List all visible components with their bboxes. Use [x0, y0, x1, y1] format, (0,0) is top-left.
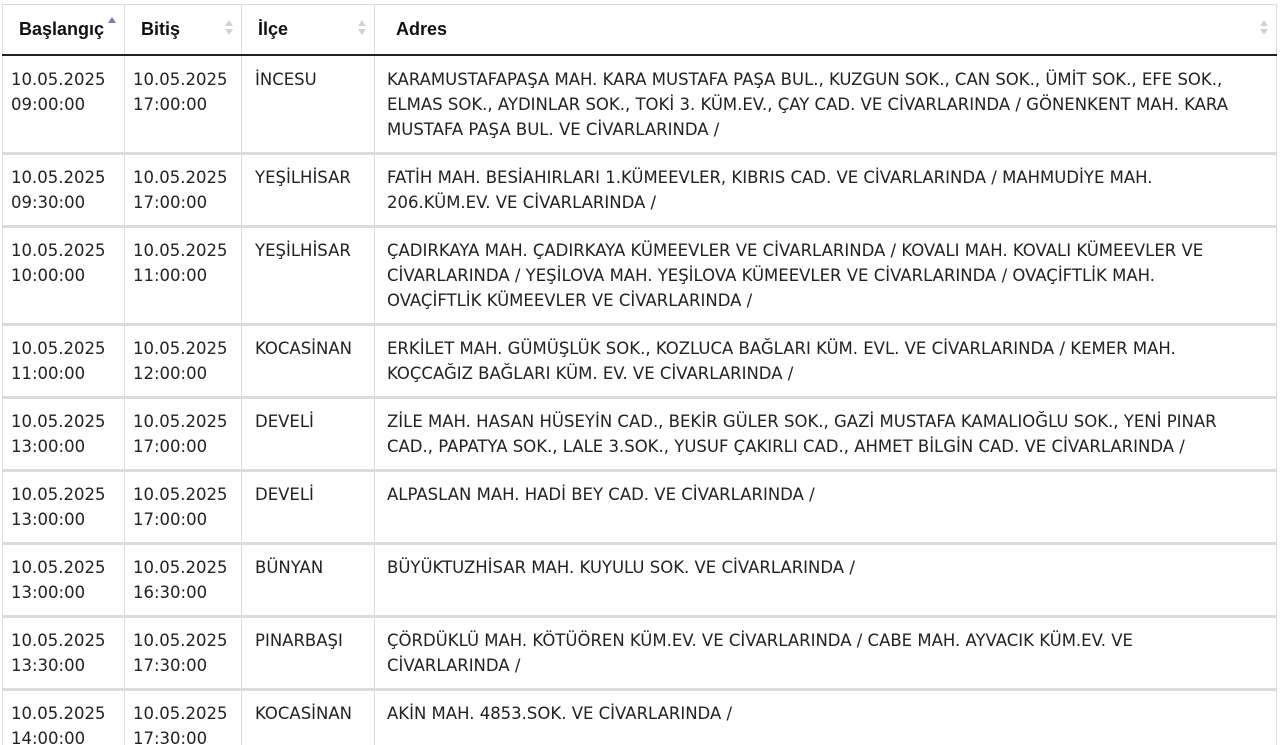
address-cell: KARAMUSTAFAPAŞA MAH. KARA MUSTAFA PAŞA BUL., KUZGUN SOK., CAN SOK., ÜMİT SOK., EFE SOK., ELMAS SOK., AYDINLAR SOK., TOKİ 3. KÜM.EV., ÇAY CAD. VE CİVARLARINDA / GÖNENKENT MAH. KARA MUSTAFA PAŞA BUL. VE CİVARLARINDA /: [375, 55, 1277, 154]
end-time: 17:00:00: [133, 95, 208, 114]
start-time: 13:00:00: [11, 583, 86, 602]
column-header-label: Adres: [396, 19, 448, 39]
end-date: 10.05.2025: [133, 339, 228, 358]
end-date: 10.05.2025: [133, 412, 228, 431]
address-cell: ALPASLAN MAH. HADİ BEY CAD. VE CİVARLARINDA /: [375, 471, 1277, 544]
end-date: 10.05.2025: [133, 485, 228, 504]
start-time: 09:00:00: [11, 95, 86, 114]
start-cell: [3, 690, 125, 745]
table-row: [3, 55, 1277, 154]
end-date: 10.05.2025: [133, 241, 228, 260]
header-row: [3, 5, 1277, 56]
district-cell: BÜNYAN: [242, 544, 375, 617]
start-date: 10.05.2025: [11, 412, 106, 431]
district-cell: DEVELİ: [242, 471, 375, 544]
start-cell: [3, 154, 125, 227]
start-date: 10.05.2025: [11, 241, 106, 260]
start-time: 14:00:00: [11, 729, 86, 745]
district-cell: İNCESU: [242, 55, 375, 154]
column-header-district[interactable]: [242, 5, 375, 56]
table-row: [3, 471, 1277, 544]
column-header-label: Bitiş: [141, 19, 181, 39]
end-cell: [125, 227, 242, 325]
end-time: 17:30:00: [133, 656, 208, 675]
start-cell: [3, 325, 125, 398]
column-header-label: Başlangıç: [19, 19, 105, 39]
table-row: [3, 325, 1277, 398]
power-outage-table: [2, 4, 1277, 745]
start-cell: [3, 544, 125, 617]
start-time: 10:00:00: [11, 266, 86, 285]
district-cell: KOCASİNAN: [242, 690, 375, 745]
start-cell: [3, 398, 125, 471]
end-time: 17:30:00: [133, 729, 208, 745]
end-cell: [125, 55, 242, 154]
address-cell: ERKİLET MAH. GÜMÜŞLÜK SOK., KOZLUCA BAĞLARI KÜM. EVL. VE CİVARLARINDA / KEMER MAH. KOÇCAĞIZ BAĞLARI KÜM. EV. VE CİVARLARINDA /: [375, 325, 1277, 398]
address-cell: ÇADIRKAYA MAH. ÇADIRKAYA KÜMEEVLER VE CİVARLARINDA / KOVALI MAH. KOVALI KÜMEEVLER VE CİVARLARINDA / YEŞİLOVA MAH. YEŞİLOVA KÜMEEVLER VE CİVARLARINDA / OVAÇİFTLİK MAH. OVAÇİFTLİK KÜMEEVLER VE CİVARLARINDA /: [375, 227, 1277, 325]
start-date: 10.05.2025: [11, 704, 106, 723]
end-cell: [125, 544, 242, 617]
end-time: 17:00:00: [133, 193, 208, 212]
sort-icon[interactable]: [357, 18, 367, 40]
table-row: [3, 690, 1277, 745]
start-date: 10.05.2025: [11, 558, 106, 577]
table-row: [3, 617, 1277, 690]
end-time: 12:00:00: [133, 364, 208, 383]
end-cell: [125, 617, 242, 690]
district-cell: KOCASİNAN: [242, 325, 375, 398]
end-date: 10.05.2025: [133, 168, 228, 187]
end-cell: [125, 690, 242, 745]
end-time: 17:00:00: [133, 437, 208, 456]
start-cell: [3, 227, 125, 325]
column-header-address[interactable]: [375, 5, 1277, 56]
table-row: [3, 154, 1277, 227]
district-cell: PINARBAŞI: [242, 617, 375, 690]
end-date: 10.05.2025: [133, 631, 228, 650]
start-date: 10.05.2025: [11, 485, 106, 504]
start-date: 10.05.2025: [11, 70, 106, 89]
address-cell: ÇÖRDÜKLÜ MAH. KÖTÜÖREN KÜM.EV. VE CİVARLARINDA / CABE MAH. AYVACIK KÜM.EV. VE CİVARLARINDA /: [375, 617, 1277, 690]
table-row: [3, 544, 1277, 617]
address-cell: AKİN MAH. 4853.SOK. VE CİVARLARINDA /: [375, 690, 1277, 745]
sort-icon[interactable]: [1259, 18, 1269, 40]
end-time: 17:00:00: [133, 510, 208, 529]
sort-icon[interactable]: [224, 18, 234, 40]
table-header: [3, 5, 1277, 56]
column-header-label: İlçe: [258, 19, 289, 39]
end-time: 16:30:00: [133, 583, 208, 602]
end-cell: [125, 154, 242, 227]
district-cell: YEŞİLHİSAR: [242, 227, 375, 325]
start-time: 13:30:00: [11, 656, 86, 675]
end-cell: [125, 471, 242, 544]
start-cell: [3, 55, 125, 154]
address-cell: FATİH MAH. BESİAHIRLARI 1.KÜMEEVLER, KIBRIS CAD. VE CİVARLARINDA / MAHMUDİYE MAH. 206.KÜM.EV. VE CİVARLARINDA /: [375, 154, 1277, 227]
start-date: 10.05.2025: [11, 168, 106, 187]
start-cell: [3, 617, 125, 690]
table-row: [3, 227, 1277, 325]
start-time: 09:30:00: [11, 193, 86, 212]
column-header-start[interactable]: [3, 5, 125, 56]
start-time: 13:00:00: [11, 437, 86, 456]
end-time: 11:00:00: [133, 266, 208, 285]
district-cell: YEŞİLHİSAR: [242, 154, 375, 227]
district-cell: DEVELİ: [242, 398, 375, 471]
end-date: 10.05.2025: [133, 70, 228, 89]
end-date: 10.05.2025: [133, 558, 228, 577]
table-row: [3, 398, 1277, 471]
address-cell: BÜYÜKTUZHİSAR MAH. KUYULU SOK. VE CİVARLARINDA /: [375, 544, 1277, 617]
start-date: 10.05.2025: [11, 339, 106, 358]
start-cell: [3, 471, 125, 544]
end-cell: [125, 398, 242, 471]
end-cell: [125, 325, 242, 398]
start-date: 10.05.2025: [11, 631, 106, 650]
table-body: [3, 55, 1277, 745]
address-cell: ZİLE MAH. HASAN HÜSEYİN CAD., BEKİR GÜLER SOK., GAZİ MUSTAFA KAMALIOĞLU SOK., YENİ PINAR CAD., PAPATYA SOK., LALE 3.SOK., YUSUF ÇAKIRLI CAD., AHMET BİLGİN CAD. VE CİVARLARINDA /: [375, 398, 1277, 471]
start-time: 13:00:00: [11, 510, 86, 529]
column-header-end[interactable]: [125, 5, 242, 56]
end-date: 10.05.2025: [133, 704, 228, 723]
start-time: 11:00:00: [11, 364, 86, 383]
sort-ascending-icon[interactable]: [107, 15, 117, 37]
